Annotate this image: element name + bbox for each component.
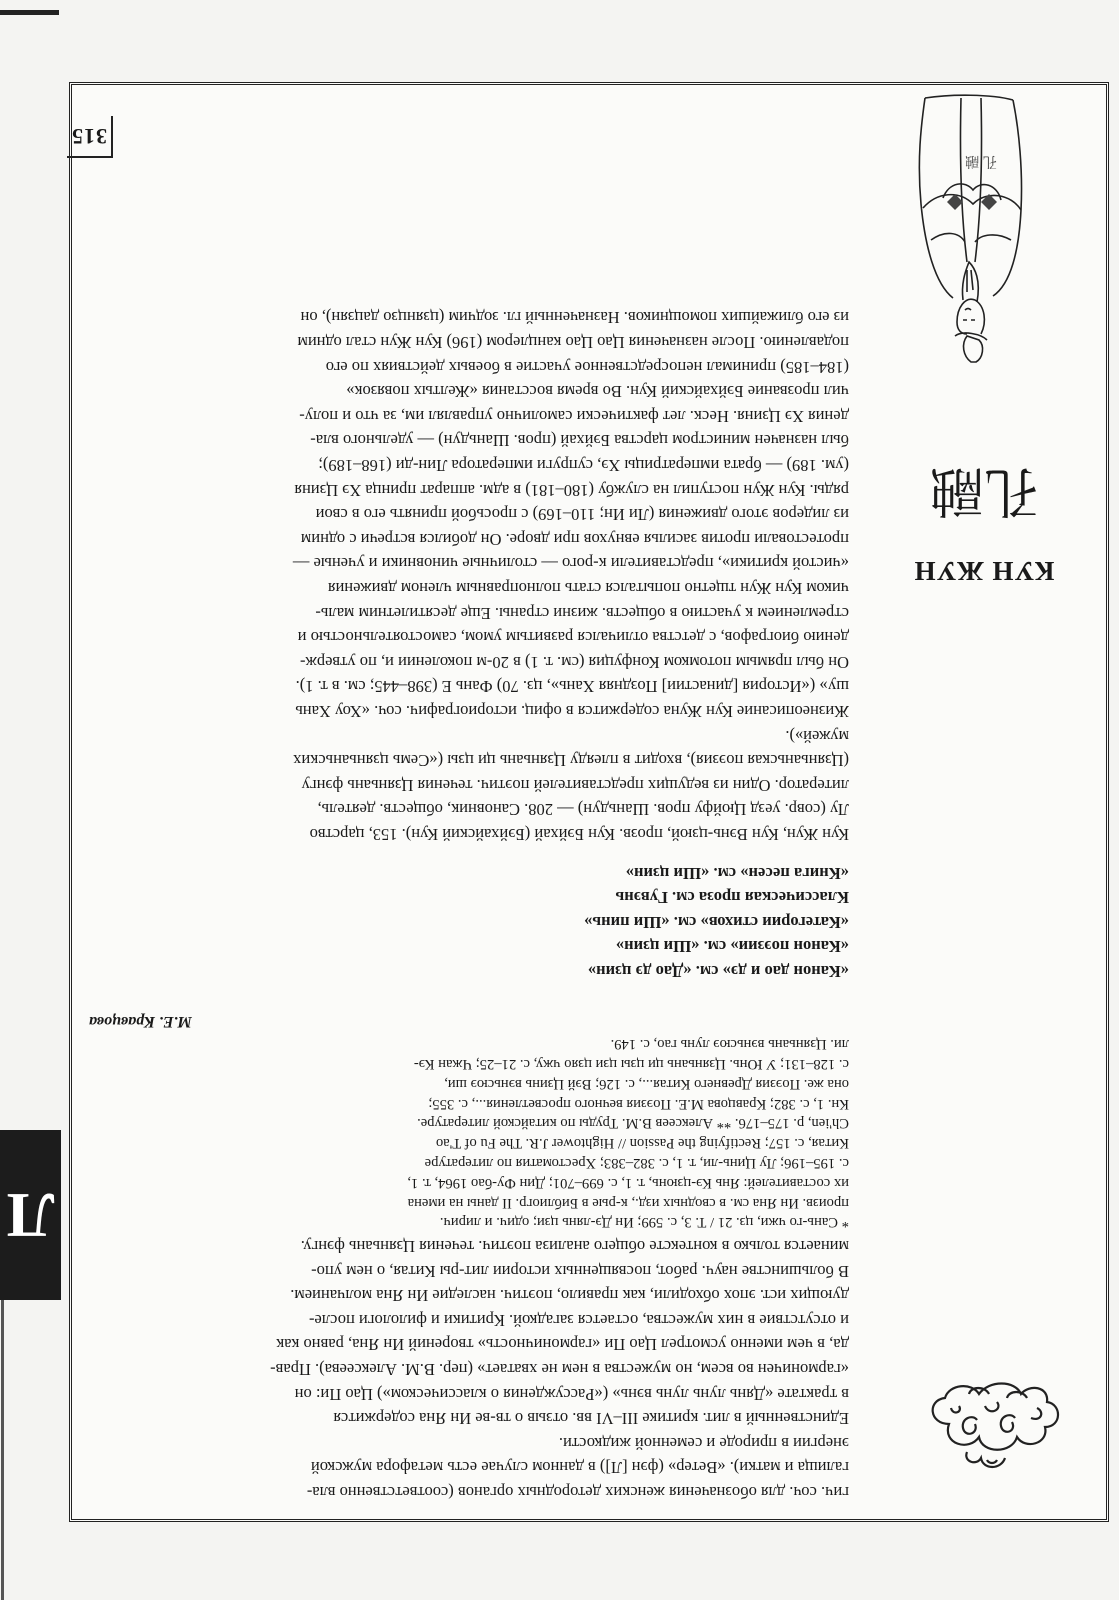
scan-edge-mark (1, 1300, 4, 1600)
text-line: да, в чем именно усмотрел Цао Пи «гармоничность» творений Ин Яна, равно как (276, 1335, 849, 1355)
bibliography-line: их составителей: Янь Кэ-цзюнь, т. 1, с. 699–701; Дин Фу-бао 1964, т. 1, (407, 1174, 849, 1191)
cross-reference[interactable]: «Канон поэзии» см. «Ши цзин» (615, 937, 849, 957)
text-line: был назначен министром царства Бэйхай (пров. Шаньдун) — удельного вла- (310, 431, 849, 451)
bibliography (89, 1034, 849, 1232)
text-line: дению биографов, с детства отличался развитым умом, самостоятельностью и (297, 628, 849, 648)
text-line: дующих ист. эпох обходили, как правило, поэтич. наследие Ин Яна молчанием. (290, 1286, 849, 1306)
text-line: «гармоничен во всем, но мужества в нем не хватает» (пер. В.М. Алексеева). Прав- (270, 1360, 849, 1380)
text-line: ряды. Кун Жун поступил на службу (180–181) в адм. аппарат принца Хэ Цзиня (294, 480, 849, 500)
text-column (89, 305, 849, 1504)
text-line: Жизнеописание Кун Жуна содержится в офиц. историографич. соч. «Хоу Хань (295, 701, 849, 721)
bibliography-line: ли. Цзяньань вэньсюэ лунь гао, с. 149. (610, 1036, 849, 1053)
illustration-column (879, 90, 1089, 1510)
entry-title: КУН ЖУН (913, 556, 1055, 586)
bibliography-line: Ch'ien, p. 175–176. ** Алексеев В.М. Труды по китайской литературе. (417, 1115, 849, 1132)
cross-reference[interactable]: «Категории стихов» см. «Ши пинь» (584, 912, 849, 932)
thumb-index-tab (0, 1130, 61, 1300)
text-line: из его ближайших помощников. Назначенный гл. зодчим (цзянцзо дацзян), он (300, 308, 849, 328)
bibliography-line: с. 195–196; Лу Цинь-ли, т. 1, с. 382–383; Хрестоматия по литературе (424, 1155, 849, 1172)
cross-reference[interactable]: «Канон дао и дэ» см. «Дао дэ цзин» (587, 961, 849, 981)
text-line: мужей»). (785, 726, 849, 746)
text-line: подавлению. После назначения Цао Цао канцлером (196) Кун Жун стал одним (297, 333, 849, 353)
text-line: дения Хэ Цзиня. Неск. лет фактически самолично управлял им, за что и полу- (299, 406, 849, 426)
entry-chinese-characters: 孔融 (930, 460, 1038, 523)
bibliography-line: с. 128–131; У Юнь. Цзяньань ци цзы цзи цзяо чжу, с. 21–25; Чжан Кэ- (413, 1056, 849, 1073)
text-line: Кун Жун, Кун Вэнь-цзюй, прозв. Кун Бэйхай (Бэйхайский Кун). 153, царство (309, 824, 849, 844)
cross-reference[interactable]: Классическая проза см. Гувэнь (615, 888, 849, 908)
main-entry-text (89, 305, 849, 846)
text-line: гич. соч. для обозначения женских детородных органов (соответственно вла- (306, 1483, 849, 1502)
text-line: в трактате «Дянь лунь лунь вэнь» («Рассуждения о классическом») Цао Пи: он (294, 1384, 849, 1404)
portrait-illustration (891, 90, 1071, 380)
text-line: галища и матки). «Ветер» (фэн [Л]) в данном случае есть метафора мужской (310, 1458, 849, 1478)
text-line: Он был прямым потомком Конфуция (см. т. 1) в 20-м поколении и, по утверж- (299, 652, 849, 672)
bibliography-line: произв. Ин Яна см. в сводных изд., к-рые в Библиогр. II даны на имена (407, 1194, 849, 1211)
text-line: Лу (совр. уезд Цюйфу пров. Шаньдун) — 208. Сановник, обществ. деятель, (317, 800, 849, 820)
text-line: стремлением к участию в обществ. жизни страны. Еще десятилетним маль- (315, 603, 849, 623)
cross-references (89, 860, 849, 983)
bibliography-line: Китая, с. 157; Rectifying the Passion // Hightower J.R. The Fu of T'ao (435, 1135, 849, 1152)
bibliography-line: * Сань-го чжи, цз. 21 / Т. 3, с. 599; Ин Дэ-лянь цзи; одич. и лирич. (439, 1214, 849, 1231)
text-line: (ум. 189) — брата императрицы Хэ, супруги императора Лин-ди (168–189); (318, 456, 849, 476)
text-line: энергии в природе и семенной жидкости. (558, 1433, 849, 1453)
scan-edge-mark (0, 10, 59, 15)
text-line: Единственный в лит. критике III–VI вв. отзыв о тв-ве Ин Яна содержится (333, 1409, 849, 1429)
page-number: 315 (67, 116, 113, 158)
text-line: шу» («История [династии] Поздняя Хань», цз. 70) Фань Е (398–445; см. в т. 1). (295, 677, 849, 697)
text-line: и отсутствие в них мужества, остается загадкой. Критики и филологи после- (308, 1310, 849, 1330)
text-line: «чистой критики», представители к-рого — столичные чиновники и ученые — (292, 554, 849, 574)
text-line: литератор. Один из ведущих представителей поэтич. течения Цзяньань фэнгу (301, 775, 849, 795)
text-line: из лидеров этого движения (Ли Ин; 110–169) с просьбой принять его в свои (315, 505, 849, 525)
text-line: В большинстве науч. работ, посвященных истории лит-ры Китая, о нем упо- (311, 1261, 849, 1281)
article-author: М.Е. Кравцова (89, 1013, 192, 1031)
text-line: (Цзяньаньская поэзия), входит в плеяду Цзяньань ци цзы («Семь цзяньаньских (293, 751, 849, 771)
text-line: протестовали против засилья евнухов при дворе. Он добился встречи с одним (300, 529, 849, 549)
bibliography-line: Кн. 1, с. 382; Кравцова М.Е. Поэзия вечного просветления..., с. 355; (428, 1095, 849, 1112)
bibliography-line: она же. Поэзия Древнего Китая..., с. 126; Вэй Цзинь вэньсюэ ши, (444, 1075, 849, 1092)
previous-entry-ending (89, 1233, 849, 1504)
thumb-tab-letter: Л (6, 1180, 55, 1251)
text-line: чиком Кун Жун тщетно попытался стать полноправным членом движения (327, 579, 849, 598)
text-line: (184–185) принимал непосредственное участие в боевых действиях по его (325, 357, 849, 377)
text-line: чил прозвание Бэйхайский Кун. Во время восстания «Желтых повязок» (346, 382, 849, 402)
portrait-caption: 孔 融 (965, 153, 997, 168)
cloud-ornament-icon (917, 1372, 1067, 1482)
text-line: минается только в контексте общего анализа поэтич. течения Цзяньань фэнгу. (300, 1237, 849, 1257)
cross-reference[interactable]: «Книга песен» см. «Ши цзин» (625, 863, 849, 883)
